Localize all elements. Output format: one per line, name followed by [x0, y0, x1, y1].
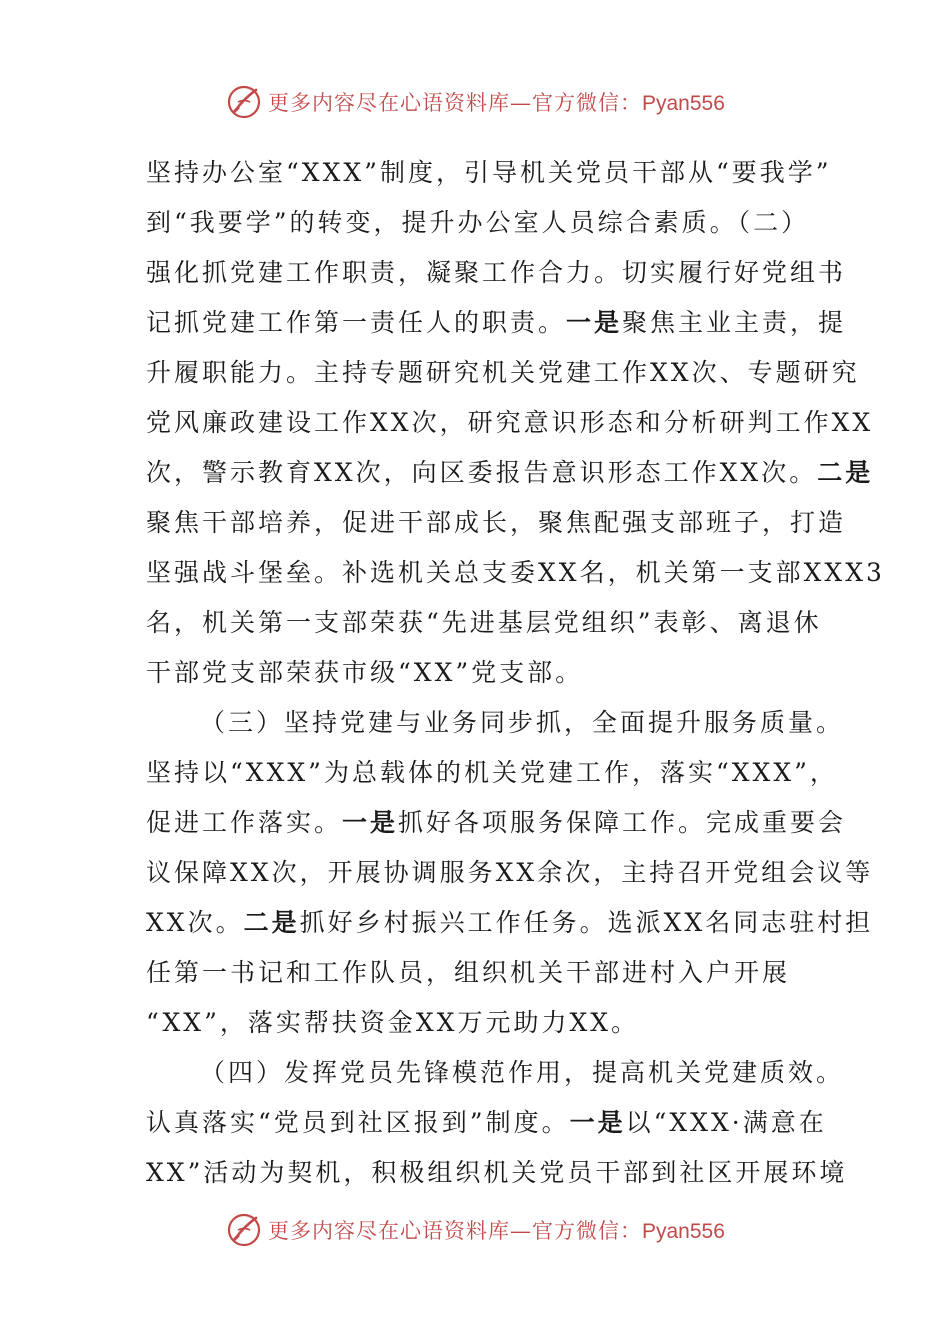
emphasis-first: 一是	[569, 1108, 626, 1137]
text-line: 记抓党建工作第一责任人的职责。一是聚焦主业主责，提	[146, 308, 847, 337]
text-line: 聚焦干部培养，促进干部成长，聚焦配强支部班子，打造	[146, 508, 847, 537]
text-line: 任第一书记和工作队员，组织机关干部进村入户开展	[146, 958, 791, 987]
emphasis-second: 二是	[817, 458, 874, 487]
emphasis-first: 一是	[342, 808, 399, 837]
text-line: 认真落实“党员到社区报到”制度。一是以“XXX·满意在	[146, 1108, 827, 1137]
text-line: 促进工作落实。一是抓好各项服务保障工作。完成重要会	[146, 808, 847, 837]
emphasis-second: 二是	[243, 908, 300, 937]
text-line: 名，机关第一支部荣获“先进基层党组织”表彰、离退休	[146, 608, 822, 637]
section-heading-4: （四）发挥党员先锋模范作用，提高机关党建质效。	[200, 1058, 845, 1087]
section-heading-3: （三）坚持党建与业务同步抓，全面提升服务质量。	[200, 708, 845, 737]
text-line: 党风廉政建设工作XX次，研究意识形态和分析研判工作XX	[146, 408, 874, 437]
footer-banner-text: 更多内容尽在心语资料库—官方微信：Pyan556	[268, 1219, 725, 1243]
text-line: 坚持办公室“XXX”制度，引导机关党员干部从“要我学”	[146, 158, 832, 187]
header-banner[interactable]	[226, 82, 726, 122]
text-line: XX次。二是抓好乡村振兴工作任务。选派XX名同志驻村担	[146, 908, 874, 937]
text-line: 干部党支部荣获市级“XX”党支部。	[146, 658, 584, 687]
text-line: 议保障XX次，开展协调服务XX余次，主持召开党组会议等	[146, 858, 874, 887]
text-line: 坚持以“XXX”为总载体的机关党建工作，落实“XXX”，	[146, 758, 838, 787]
header-banner-text: 更多内容尽在心语资料库—官方微信：Pyan556	[268, 91, 725, 115]
text-line: 坚强战斗堡垒。补选机关总支委XX名，机关第一支部XXX3	[146, 558, 885, 587]
quill-seal-logo-icon	[226, 1212, 262, 1248]
text-line: 次，警示教育XX次，向区委报告意识形态工作XX次。二是	[146, 458, 874, 487]
quill-seal-logo-icon	[226, 84, 262, 120]
text-line: 升履职能力。主持专题研究机关党建工作XX次、专题研究	[146, 358, 860, 387]
text-line: XX”活动为契机，积极组织机关党员干部到社区开展环境	[146, 1158, 848, 1187]
footer-banner[interactable]	[226, 1210, 726, 1250]
article-body	[146, 148, 885, 1198]
emphasis-first: 一是	[566, 308, 623, 337]
text-line: 强化抓党建工作职责，凝聚工作合力。切实履行好党组书	[146, 258, 847, 287]
text-line: 到“我要学”的转变，提升办公室人员综合素质。（二）	[146, 208, 810, 237]
text-line: “XX”，落实帮扶资金XX万元助力XX。	[146, 1008, 640, 1037]
